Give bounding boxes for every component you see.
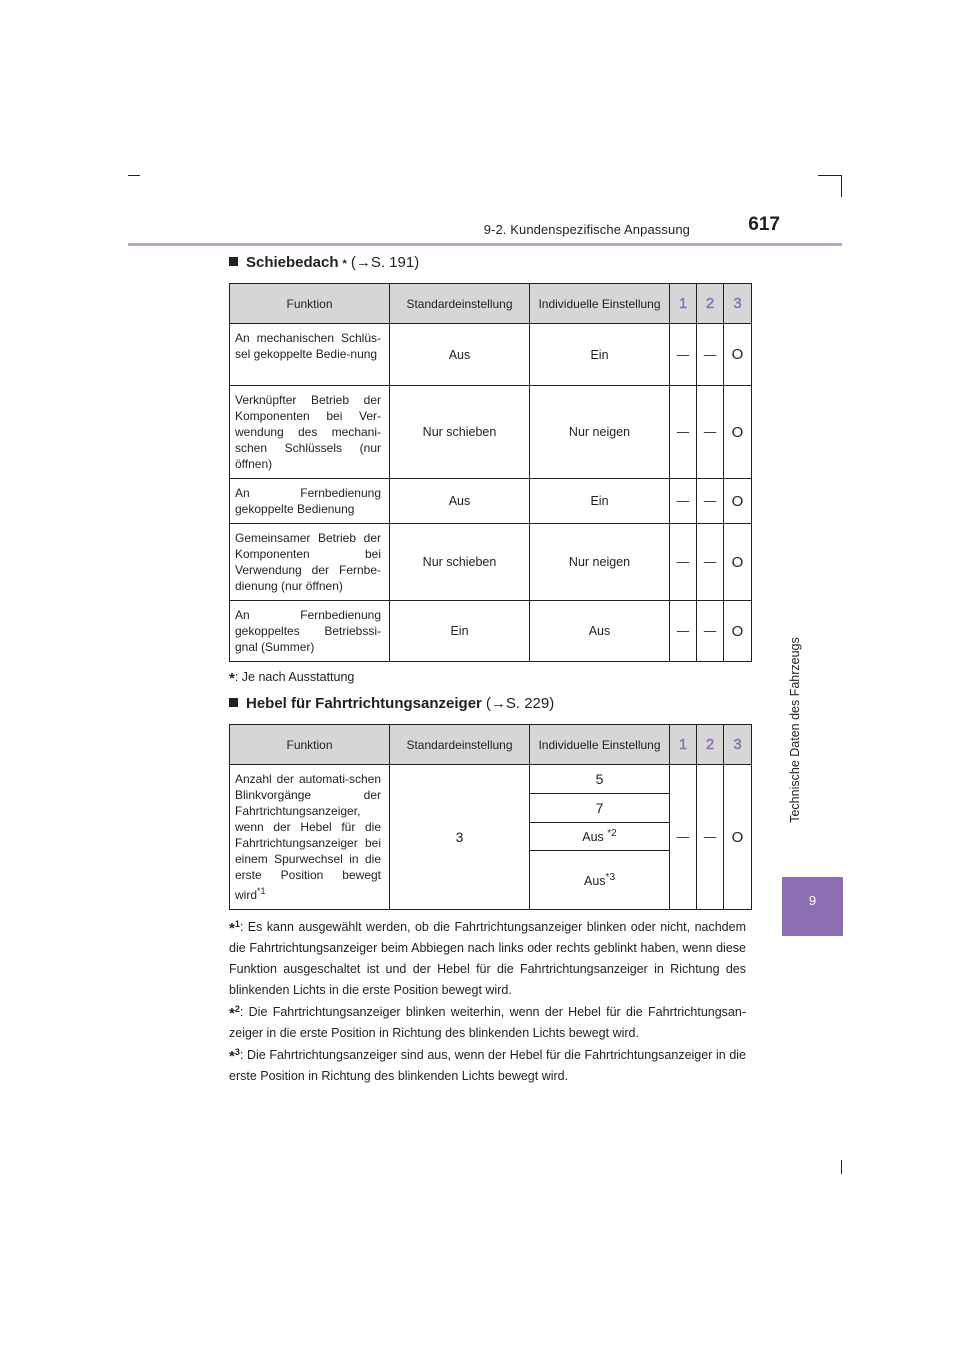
circled-1-icon: 1 — [670, 284, 697, 324]
column-header: Standardeinstellung — [390, 725, 530, 765]
square-bullet-icon — [229, 257, 238, 266]
default-cell: Nur schieben — [390, 386, 530, 479]
crop-mark — [841, 1160, 842, 1174]
section-title-schiebedach: Schiebedach * (→S. 191) — [229, 254, 419, 271]
circled-2-icon: 2 — [697, 284, 724, 324]
mode-cell: — — [697, 524, 724, 601]
mode-cell: — — [670, 479, 697, 524]
mode-cell: — — [670, 601, 697, 662]
mode-cell: — — [697, 765, 724, 910]
column-header: Funktion — [230, 725, 390, 765]
mode-cell: O — [724, 324, 752, 386]
crop-mark — [841, 175, 842, 197]
table-row — [230, 601, 752, 662]
mode-cell: O — [724, 601, 752, 662]
column-header: Individuelle Einstellung — [530, 725, 670, 765]
custom-cell: Nur neigen — [530, 524, 670, 601]
function-cell: An mechanischen Schlüs-sel gekoppelte Bedie-nung — [230, 324, 390, 386]
mode-cell: — — [670, 324, 697, 386]
mode-cell: — — [670, 765, 697, 910]
mode-cell: O — [724, 479, 752, 524]
circled-3-icon: 3 — [724, 284, 752, 324]
function-cell: Verknüpfter Betrieb der Komponenten bei Ver-wendung des mechani-schen Schlüssels (nur öffnen) — [230, 386, 390, 479]
custom-cell: Nur neigen — [530, 386, 670, 479]
mode-cell: — — [697, 324, 724, 386]
footnote-1: *$^1$: Es kann ausgewählt werden, ob die Fahrtrichtungsanzeiger blinken oder nicht, nachdem die Fahrtrichtungsanzeiger beim Abbiegen nach links oder rechts geblinkt haben, wenn diese Funktion ausgeschaltet ist und der Hebel für die Fahrtrichtungsanzeiger in Richtung des blinkenden Lichts in die erste Position bewegt wird. — [229, 919, 746, 997]
table-hebel — [229, 724, 752, 910]
page-number: 617 — [748, 214, 780, 235]
side-chapter-label: Technische Daten des Fahrzeugs — [788, 637, 802, 823]
function-cell: An Fernbedienung gekoppeltes Betriebssi-gnal (Summer) — [230, 601, 390, 662]
default-cell: Ein — [390, 601, 530, 662]
mode-cell: — — [670, 386, 697, 479]
mode-cell: — — [697, 601, 724, 662]
circled-1-icon: 1 — [670, 725, 697, 765]
custom-cell: 7 — [530, 793, 670, 822]
custom-cell: Ein — [530, 324, 670, 386]
footnote-3: *$^3$: Die Fahrtrichtungsanzeiger sind aus, wenn der Hebel für die Fahrtrichtungsanzeiger in die erste Position in Richtung des blinkenden Lichts bewegt wird. — [229, 1047, 746, 1083]
default-cell: Aus — [390, 479, 530, 524]
table-header-row — [230, 284, 752, 324]
mode-cell: O — [724, 386, 752, 479]
table-row — [230, 479, 752, 524]
custom-cell: Ein — [530, 479, 670, 524]
table-row — [230, 386, 752, 479]
circled-3-icon: 3 — [724, 725, 752, 765]
default-cell: Nur schieben — [390, 524, 530, 601]
circled-2-icon: 2 — [697, 725, 724, 765]
table-schiebedach — [229, 283, 752, 662]
table-row — [230, 524, 752, 601]
custom-cell: Aus$^{*3}$ — [530, 851, 670, 910]
mode-cell: O — [724, 524, 752, 601]
custom-cell: Aus $^{*2}$ — [530, 822, 670, 851]
header-rule — [128, 243, 842, 246]
table-row — [230, 324, 752, 386]
custom-cell: 5 — [530, 765, 670, 794]
column-header: Standardeinstellung — [390, 284, 530, 324]
chapter-title: 9-2. Kundenspezifische Anpassung — [483, 222, 690, 237]
table-row — [230, 765, 752, 794]
footnote-2: *$^2$: Die Fahrtrichtungsanzeiger blinken weiterhin, wenn der Hebel für die Fahrtrichtungsan-zeiger in die erste Position in Richtung des blinkenden Lichts bewegt wird. — [229, 1004, 746, 1040]
crop-mark — [128, 175, 140, 176]
default-cell: Aus — [390, 324, 530, 386]
mode-cell: — — [697, 479, 724, 524]
mode-cell: — — [670, 524, 697, 601]
footnote: *: Je nach Ausstattung — [229, 670, 355, 687]
chapter-tab-number: 9 — [808, 893, 817, 908]
default-cell: 3 — [390, 765, 530, 910]
section-title-hebel: Hebel für Fahrtrichtungsanzeiger (→S. 229) — [229, 695, 554, 712]
crop-mark — [818, 175, 842, 176]
column-header: Funktion — [230, 284, 390, 324]
function-cell: An Fernbedienung gekoppelte Bedienung — [230, 479, 390, 524]
page-reference[interactable]: (→S. 191) — [350, 254, 420, 271]
square-bullet-icon — [229, 698, 238, 707]
mode-cell: — — [697, 386, 724, 479]
mode-cell: O — [724, 765, 752, 910]
custom-cell: Aus — [530, 601, 670, 662]
column-header: Individuelle Einstellung — [530, 284, 670, 324]
page-reference[interactable]: (→S. 229) — [485, 695, 555, 712]
table-header-row — [230, 725, 752, 765]
function-cell: Anzahl der automati-schen Blinkvorgänge der Fahrtrichtungsanzeiger, wenn der Hebel für die Fahrtrichtungsanzeiger bei einem Spurwechsel in die erste Position bewegt wird$^{*1}$ — [230, 765, 390, 910]
function-cell: Gemeinsamer Betrieb der Komponenten bei Verwendung der Fernbe-dienung (nur öffnen) — [230, 524, 390, 601]
